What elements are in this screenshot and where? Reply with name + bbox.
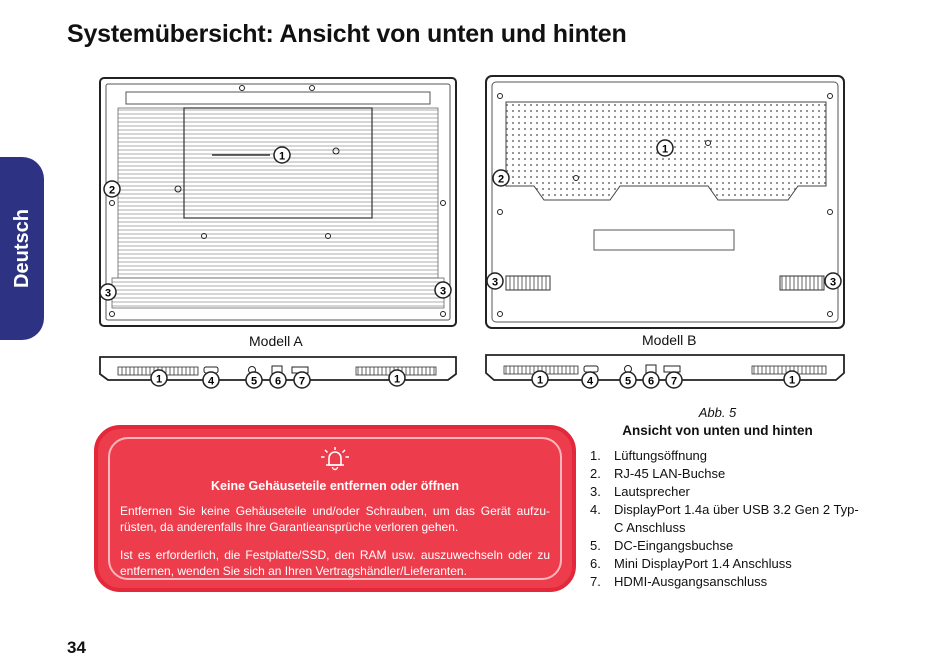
callout-rear-a-1-right — [389, 370, 405, 386]
legend-item: 5. DC-Eingangsbuchse — [590, 538, 734, 553]
warning-bell-icon — [318, 445, 352, 471]
svg-text:4: 4 — [207, 375, 215, 388]
callout-rear-a-4 — [203, 372, 219, 388]
legend-item: 3. Lautsprecher — [590, 484, 690, 499]
svg-text:2: 2 — [108, 184, 116, 197]
callout-rear-a-7 — [294, 372, 310, 388]
svg-text:3: 3 — [829, 276, 837, 289]
callout-a-1 — [274, 147, 290, 163]
svg-text:3: 3 — [439, 285, 447, 298]
svg-text:5: 5 — [250, 375, 258, 388]
warning-title: Keine Gehäuseteile entfernen oder öffnen — [211, 479, 459, 493]
model-a-label: Modell A — [249, 333, 303, 349]
svg-text:6: 6 — [274, 375, 282, 388]
callout-b-3-right — [825, 273, 841, 289]
callout-rear-a-1-left — [151, 370, 167, 386]
callout-rear-b-6 — [643, 372, 659, 388]
svg-text:1: 1 — [536, 374, 544, 387]
svg-text:1: 1 — [155, 373, 163, 386]
callout-rear-b-7 — [666, 372, 682, 388]
svg-text:2: 2 — [497, 173, 505, 186]
legend-item: 7. HDMI-Ausgangsanschluss — [590, 574, 768, 589]
figure-number: Abb. 5 — [698, 405, 737, 420]
model-b-label: Modell B — [642, 332, 697, 348]
callout-b-1 — [657, 140, 673, 156]
svg-text:1: 1 — [788, 374, 796, 387]
callout-rear-b-5 — [620, 372, 636, 388]
callout-a-3-left — [100, 284, 116, 300]
warning-box — [94, 425, 576, 592]
svg-text:3: 3 — [104, 287, 112, 300]
callout-rear-b-1-right — [784, 371, 800, 387]
callout-a-3-right — [435, 282, 451, 298]
svg-text:6: 6 — [647, 375, 655, 388]
svg-text:7: 7 — [298, 375, 306, 388]
svg-text:1: 1 — [393, 373, 401, 386]
legend-list — [590, 447, 860, 591]
svg-text:4: 4 — [586, 375, 594, 388]
legend-item: 6. Mini DisplayPort 1.4 Anschluss — [590, 556, 792, 571]
svg-text:1: 1 — [661, 143, 669, 156]
legend-item: 2. RJ-45 LAN-Buchse — [590, 466, 726, 481]
svg-text:3: 3 — [491, 276, 499, 289]
callout-rear-a-6 — [270, 372, 286, 388]
figure-title: Ansicht von unten und hinten — [622, 423, 813, 438]
warning-paragraph-2: Ist es erforderlich, die Festplatte/SSD, den RAM usw. auszuwechseln oder zu entfernen, wenden Sie sich an Ihren Vertragshändler/Lieferanten. — [120, 548, 550, 578]
side-tab-label: Deutsch — [10, 209, 33, 288]
figure-caption — [585, 405, 850, 438]
warning-paragraph-1: Entfernen Sie keine Gehäuseteile und/oder Schrauben, um das Gerät aufzu-rüsten, da anderenfalls Ihre Garantieansprüche verloren gehen. — [120, 504, 550, 534]
callout-b-3-left — [487, 273, 503, 289]
callout-rear-a-5 — [246, 372, 262, 388]
svg-text:1: 1 — [278, 150, 286, 163]
svg-text:5: 5 — [624, 375, 632, 388]
svg-text:7: 7 — [670, 375, 678, 388]
page-title: Systemübersicht: Ansicht von unten und hinten — [67, 20, 627, 48]
callout-rear-b-4 — [582, 372, 598, 388]
page-number: 34 — [67, 638, 86, 657]
legend-item: 4. DisplayPort 1.4a über USB 3.2 Gen 2 Typ-C Anschluss — [590, 502, 859, 535]
callout-b-2 — [493, 170, 509, 186]
model-a-bottom-view — [100, 78, 456, 326]
model-b-bottom-view — [486, 76, 844, 328]
callout-rear-b-1-left — [532, 371, 548, 387]
callout-a-2 — [104, 181, 120, 197]
legend-item: 1. Lüftungsöffnung — [590, 448, 708, 463]
